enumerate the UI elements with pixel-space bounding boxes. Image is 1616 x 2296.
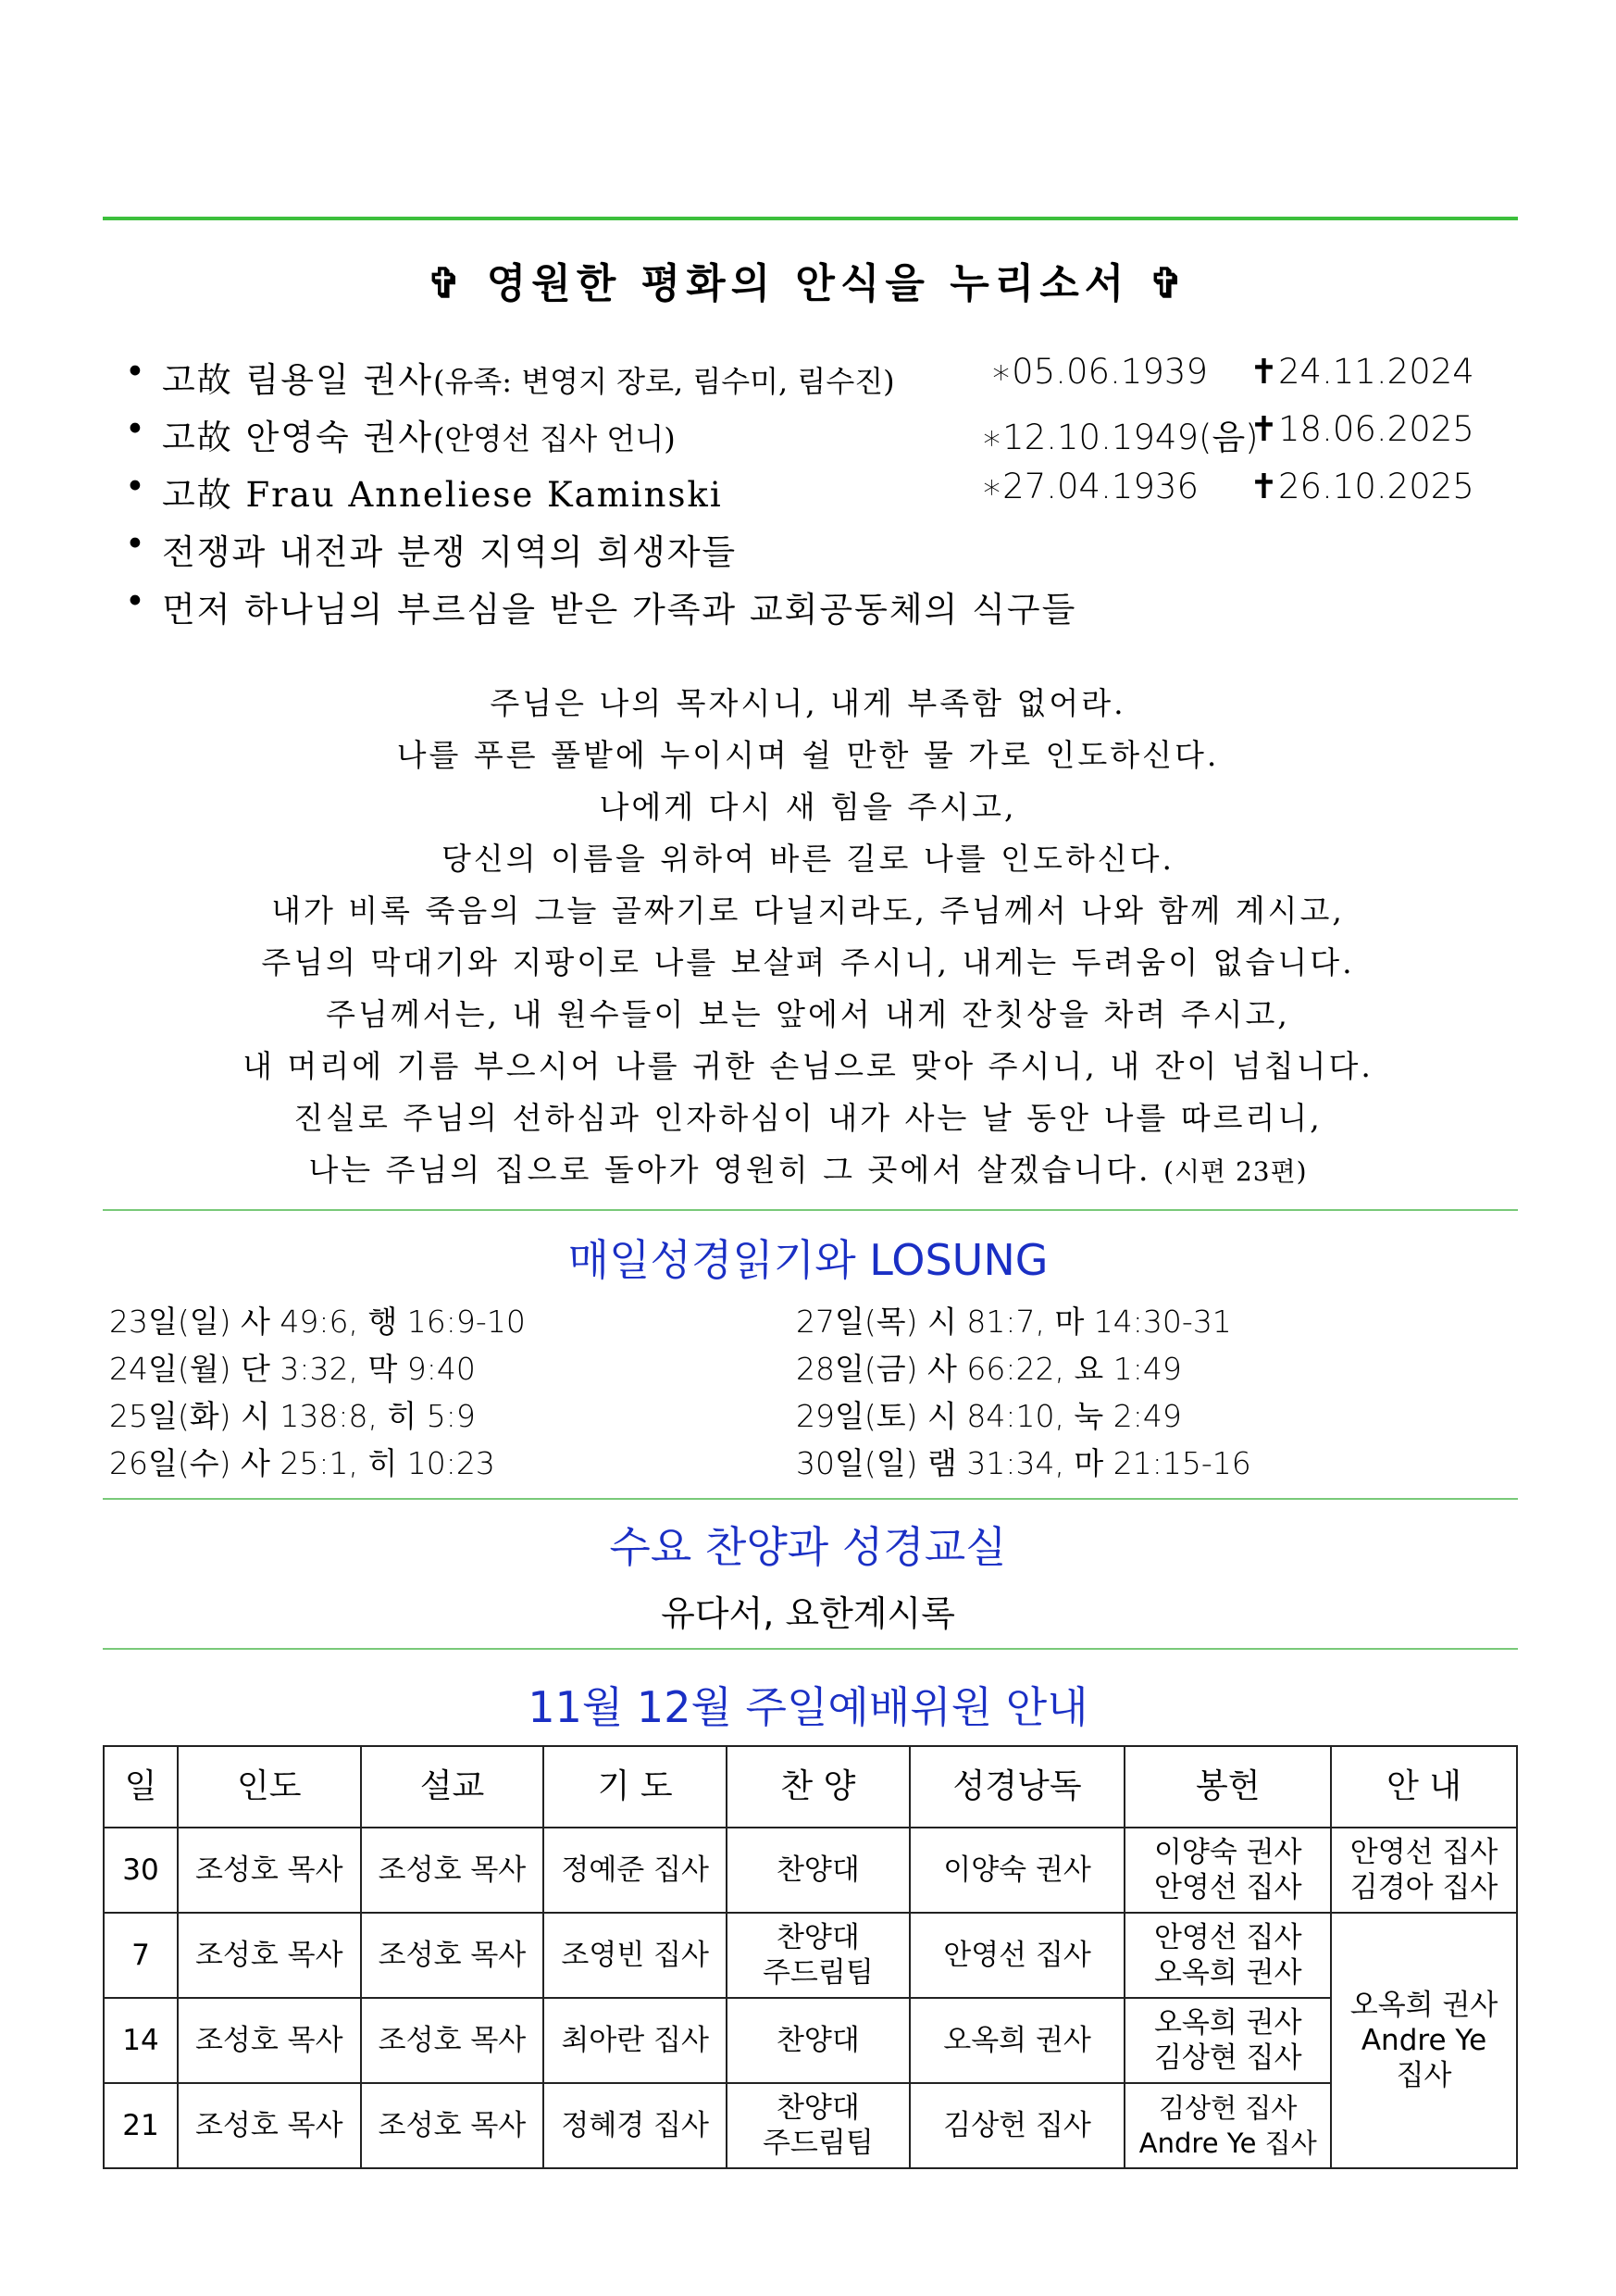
- day-cell: 21: [104, 2083, 178, 2168]
- memorial-item: [125, 409, 1532, 467]
- prayer-cell: 정예준 집사: [543, 1828, 727, 1913]
- bullet: •: [125, 352, 145, 392]
- readings-left-column: [109, 1298, 526, 1487]
- memorial-name: 고故 안영숙 권사(안영선 집사 언니): [162, 418, 676, 457]
- memorial-name: 고故 림용일 권사(유족: 변영지 장로, 림수미, 림수진): [162, 360, 895, 400]
- memorial-name: 먼저 하나님의 부르심을 받은 가족과 교회공동체의 식구들: [162, 590, 1077, 630]
- bullet: •: [125, 524, 145, 564]
- praise-cell: 찬양대: [727, 1998, 910, 2083]
- readings-title: 매일성경읽기와 LOSUNG: [567, 1235, 1049, 1285]
- psalm-line: 주님은 나의 목자시니, 내게 부족함 없어라.: [490, 685, 1126, 721]
- reading-cell: 안영선 집사: [910, 1913, 1125, 1998]
- top-divider: [103, 217, 1518, 220]
- memorial-item: [125, 581, 1532, 639]
- memorial-note: (유족: 변영지 장로, 림수미, 림수진): [432, 364, 895, 399]
- praise-cell: 찬양대: [727, 1828, 910, 1913]
- birth-date: ∗12.10.1949(음): [981, 418, 1259, 457]
- offering-cell: 김상헌 집사 Andre Ye 집사: [1125, 2083, 1331, 2168]
- table-header-row: [104, 1746, 1517, 1828]
- bullet: •: [125, 467, 145, 506]
- section-divider: [103, 1648, 1518, 1650]
- psalm-line: 내 머리에 기름 부으시어 나를 귀한 손님으로 맞아 주시니, 내 잔이 넘칩니다.: [242, 1048, 1374, 1084]
- readings-right-column: [796, 1298, 1251, 1487]
- reading-item: 30일(일) 램 31:34, 마 21:15-16: [796, 1445, 1251, 1481]
- section-divider: [103, 1209, 1518, 1211]
- table-row: [104, 1913, 1517, 1998]
- reading-item: 27일(목) 시 81:7, 마 14:30-31: [796, 1304, 1232, 1340]
- day-cell: 7: [104, 1913, 178, 1998]
- death-date: ✝24.11.2024: [1249, 352, 1474, 392]
- table-row: [104, 1828, 1517, 1913]
- header-praise: 찬 양: [727, 1746, 910, 1828]
- bullet: •: [125, 581, 145, 621]
- praise-cell: 찬양대 주드림팀: [727, 2083, 910, 2168]
- day-cell: 14: [104, 1998, 178, 2083]
- psalm-line: 나는 주님의 집으로 돌아가 영원히 그 곳에서 살겠습니다. (시편 23편): [308, 1152, 1308, 1188]
- wednesday-title: 수요 찬양과 성경교실: [609, 1522, 1007, 1572]
- header-day: 일: [104, 1746, 178, 1828]
- sermon-cell: 조성호 목사: [361, 2083, 544, 2168]
- reading-item: 29일(토) 시 84:10, 눅 2:49: [796, 1398, 1182, 1434]
- death-date: ✝18.06.2025: [1249, 409, 1474, 449]
- lead-cell: 조성호 목사: [178, 1998, 361, 2083]
- header-sermon: 설교: [361, 1746, 544, 1828]
- guide-cell: 안영선 집사 김경아 집사: [1331, 1828, 1517, 1913]
- table-row: [104, 2083, 1517, 2168]
- psalm-line: 진실로 주님의 선하심과 인자하심이 내가 사는 날 동안 나를 따르리니,: [293, 1100, 1323, 1136]
- reading-item: 25일(화) 시 138:8, 히 5:9: [109, 1398, 476, 1434]
- sermon-cell: 조성호 목사: [361, 1913, 544, 1998]
- memorial-item: [125, 352, 1532, 409]
- reading-item: 23일(일) 사 49:6, 행 16:9-10: [109, 1304, 526, 1340]
- psalm-line: 내가 비록 죽음의 그늘 골짜기로 다닐지라도, 주님께서 나와 함께 계시고,: [271, 892, 1345, 929]
- sermon-cell: 조성호 목사: [361, 1828, 544, 1913]
- header-guide: 안 내: [1331, 1746, 1517, 1828]
- psalm-line: 당신의 이름을 위하여 바른 길로 나를 인도하신다.: [441, 841, 1175, 877]
- wednesday-subtitle: 유다서, 요한계시록: [661, 1593, 955, 1634]
- reading-item: 24일(월) 단 3:32, 막 9:40: [109, 1351, 476, 1387]
- section-divider: [103, 1498, 1518, 1500]
- reading-item: 26일(수) 사 25:1, 히 10:23: [109, 1445, 495, 1481]
- memorial-name: 전쟁과 내전과 분쟁 지역의 희생자들: [162, 532, 738, 572]
- reading-item: 28일(금) 사 66:22, 요 1:49: [796, 1351, 1182, 1387]
- memorial-title: ✞ 영원한 평화의 안식을 누리소서 ✞: [427, 260, 1189, 307]
- day-cell: 30: [104, 1828, 178, 1913]
- psalm-line: 주님께서는, 내 원수들이 보는 앞에서 내게 잔칫상을 차려 주시고,: [326, 996, 1290, 1032]
- offering-cell: 안영선 집사 오옥희 권사: [1125, 1913, 1331, 1998]
- psalm-line: 나에게 다시 새 힘을 주시고,: [599, 789, 1017, 825]
- memorial-note: (안영선 집사 언니): [432, 421, 676, 456]
- sermon-cell: 조성호 목사: [361, 1998, 544, 2083]
- guide-cell-shared: 오옥희 권사 Andre Ye 집사: [1331, 1913, 1517, 2168]
- psalm-line: 주님의 막대기와 지팡이로 나를 보살펴 주시니, 내게는 두려움이 없습니다.: [261, 944, 1355, 980]
- praise-cell: 찬양대 주드림팀: [727, 1913, 910, 1998]
- duty-title: 11월 12월 주일예배위원 안내: [528, 1682, 1088, 1732]
- header-offering: 봉헌: [1125, 1746, 1331, 1828]
- birth-date: ∗27.04.1936: [981, 467, 1200, 506]
- psalm-line: 나를 푸른 풀밭에 누이시며 쉴 만한 물 가로 인도하신다.: [396, 737, 1220, 773]
- lead-cell: 조성호 목사: [178, 1913, 361, 1998]
- offering-cell: 이양숙 권사 안영선 집사: [1125, 1828, 1331, 1913]
- memorial-item: [125, 467, 1532, 524]
- psalm-passage: [0, 678, 1616, 1196]
- table-row: [104, 1998, 1517, 2083]
- reading-cell: 오옥희 권사: [910, 1998, 1125, 2083]
- offering-cell: 오옥희 권사 김상현 집사: [1125, 1998, 1331, 2083]
- header-prayer: 기 도: [543, 1746, 727, 1828]
- prayer-cell: 최아란 집사: [543, 1998, 727, 2083]
- header-lead: 인도: [178, 1746, 361, 1828]
- memorial-list: [125, 352, 1532, 639]
- lead-cell: 조성호 목사: [178, 2083, 361, 2168]
- header-reading: 성경낭독: [910, 1746, 1125, 1828]
- psalm-reference: (시편 23편): [1163, 1156, 1308, 1187]
- death-date: ✝26.10.2025: [1249, 467, 1474, 506]
- prayer-cell: 조영빈 집사: [543, 1913, 727, 1998]
- memorial-name: 고故 Frau Anneliese Kaminski: [162, 475, 723, 515]
- birth-date: ∗05.06.1939: [990, 352, 1209, 392]
- prayer-cell: 정혜경 집사: [543, 2083, 727, 2168]
- reading-cell: 김상헌 집사: [910, 2083, 1125, 2168]
- duty-table: [103, 1745, 1518, 2169]
- reading-cell: 이양숙 권사: [910, 1828, 1125, 1913]
- bullet: •: [125, 409, 145, 449]
- lead-cell: 조성호 목사: [178, 1828, 361, 1913]
- memorial-item: [125, 524, 1532, 581]
